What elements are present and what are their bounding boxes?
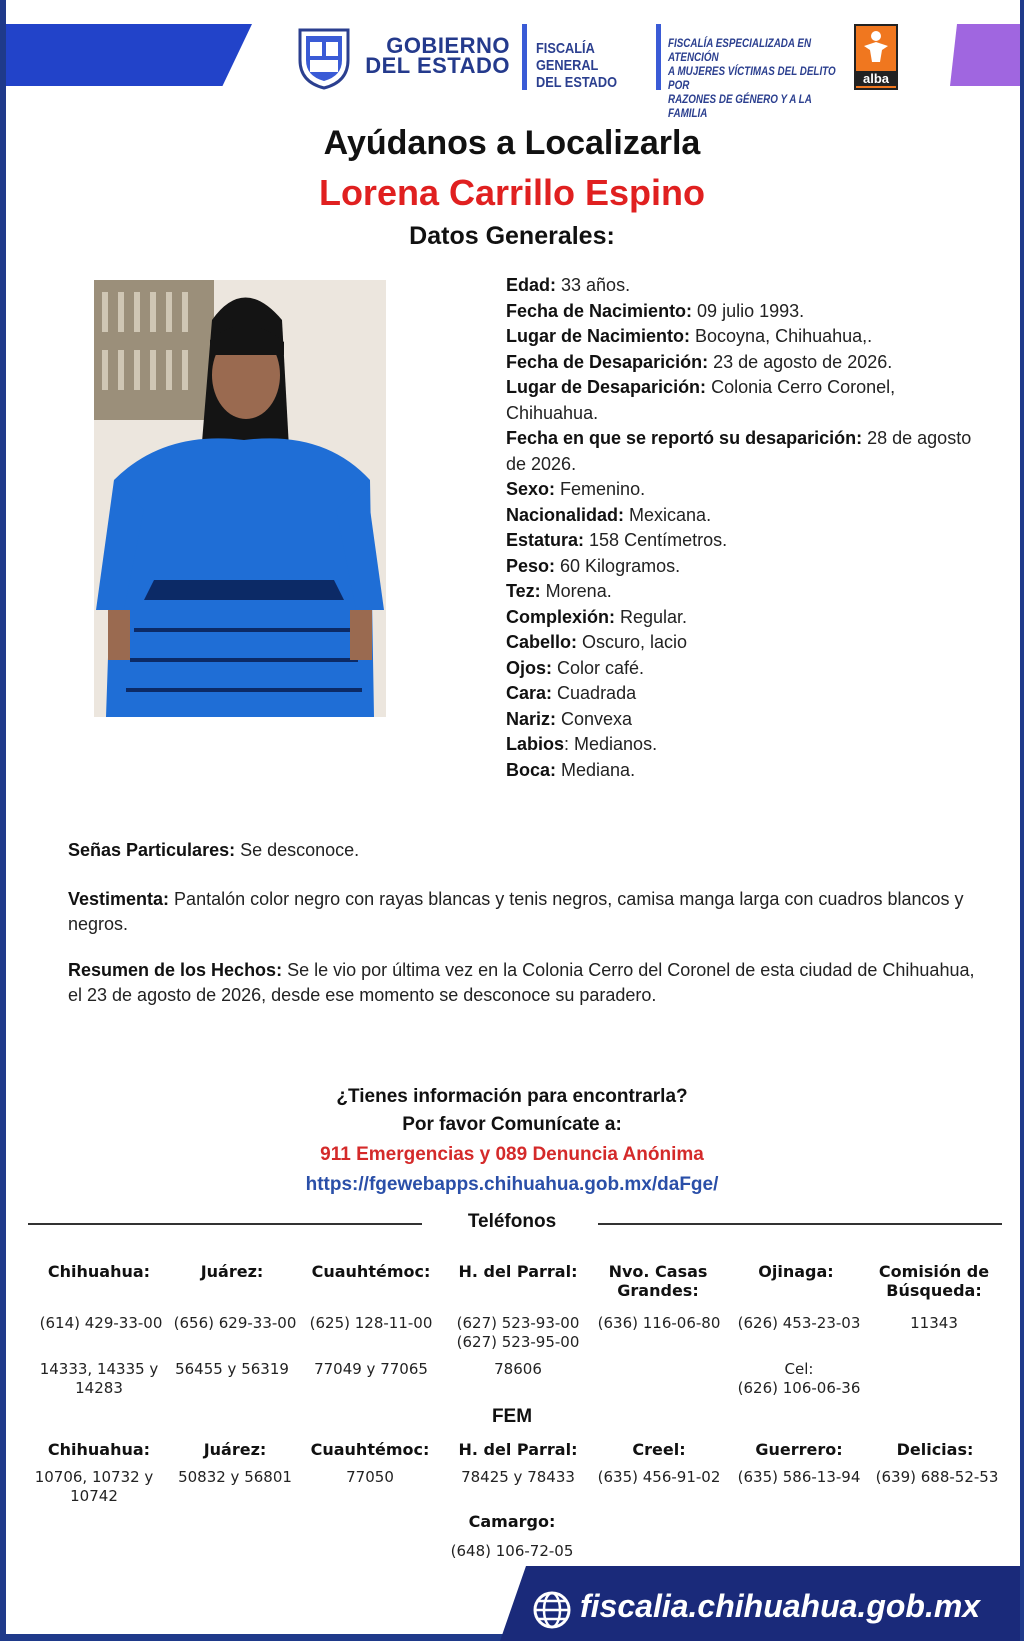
report-link[interactable]: https://fgewebapps.chihuahua.gob.mx/daFge/: [305, 1174, 719, 1195]
detail-label: Sexo:: [506, 479, 556, 499]
detail-value: 28 de agosto de 2026.: [506, 428, 972, 474]
details-list: [506, 273, 976, 783]
gov-line2: DEL ESTADO: [365, 53, 510, 78]
detail-value: Bocoyna, Chihuahua,.: [690, 326, 873, 346]
tel-phone: (627) 523-93-00 (627) 523-95-00: [456, 1314, 580, 1351]
detail-value: Colonia Cerro Coronel, Chihuahua.: [506, 377, 896, 423]
contact-question: ¿Tienes información para encontrarla?: [336, 1086, 688, 1107]
tel-header: H. del Parral:: [458, 1262, 578, 1281]
fem-header: Camargo:: [468, 1512, 556, 1531]
detail-label: Complexión:: [506, 606, 616, 627]
fiscalia-especializada-logo: [668, 36, 840, 120]
tel-ext: 77049 y 77065: [314, 1360, 428, 1378]
tel-phone: (636) 116-06-80: [597, 1314, 721, 1332]
detail-value: : Medianos.: [564, 734, 658, 754]
tel-phone: (656) 629-33-00: [173, 1314, 297, 1332]
tel-header: Chihuahua:: [47, 1262, 151, 1281]
detail-label: Fecha en que se reportó su desaparición:: [506, 428, 863, 448]
vestimenta: [68, 887, 988, 936]
fem-title: FEM: [491, 1406, 533, 1427]
detail-row: [506, 426, 976, 477]
tel-phone: (626) 453-23-03: [737, 1314, 861, 1332]
fem-header: H. del Parral:: [458, 1440, 578, 1459]
resumen-value: Se le vio por última vez en la Colonia Cerro del Coronel de esta ciudad de Chihuahua, el 23 de agosto de 2026, desde ese momento se desconoce su paradero.: [68, 960, 975, 1005]
detail-label: Nacionalidad:: [506, 504, 625, 525]
detail-label: Fecha de Nacimiento:: [506, 300, 693, 321]
fem-header: Delicias:: [896, 1440, 974, 1459]
fem-value: 77050: [346, 1468, 394, 1486]
emergency-numbers: 911 Emergencias y 089 Denuncia Anónima: [320, 1144, 704, 1165]
fem-header: Creel:: [632, 1440, 686, 1459]
detail-label: Boca:: [506, 759, 557, 780]
header-divider: [522, 24, 527, 90]
tel-header: Ojinaga:: [758, 1262, 834, 1281]
section-title: Datos Generales:: [409, 222, 615, 250]
detail-row: [506, 324, 976, 350]
fem-header: Chihuahua:: [47, 1440, 151, 1459]
vestimenta-label: Vestimenta:: [68, 889, 170, 909]
alba-figure-icon: [856, 26, 896, 68]
detail-label: Fecha de Desaparición:: [506, 351, 709, 372]
detail-row: [506, 528, 976, 554]
detail-label: Labios: [506, 734, 565, 754]
detail-row: [506, 630, 976, 656]
fem-value: 78425 y 78433: [461, 1468, 575, 1486]
detail-label: Lugar de Desaparición:: [506, 377, 707, 397]
detail-value: 33 años.: [556, 275, 631, 295]
state-seal-icon: [296, 24, 352, 90]
detail-label: Tez:: [506, 581, 541, 601]
senas-label: Señas Particulares:: [68, 840, 236, 860]
detail-label: Cara:: [506, 683, 553, 703]
gobierno-del-estado-logo: [364, 33, 510, 78]
detail-row: [506, 350, 976, 376]
header-divider: [656, 24, 661, 90]
tel-ext: 78606: [494, 1360, 542, 1378]
detail-row: [506, 273, 976, 299]
tel-ext: 56455 y 56319: [175, 1360, 289, 1378]
detail-value: Oscuro, lacio: [577, 632, 688, 652]
tel-header: Juárez:: [200, 1262, 264, 1281]
detail-row: [506, 758, 976, 784]
tel-ext: 14333, 14335 y 14283: [39, 1360, 159, 1397]
detail-value: 60 Kilogramos.: [555, 555, 681, 576]
detail-value: Mediana.: [556, 759, 636, 780]
detail-row: [506, 375, 976, 426]
tel-phone: (614) 429-33-00: [39, 1314, 163, 1332]
fem-header: Guerrero:: [755, 1440, 843, 1459]
fem-value: (648) 106-72-05: [450, 1542, 574, 1560]
detail-row: [506, 477, 976, 503]
detail-label: Lugar de Nacimiento:: [506, 326, 691, 346]
detail-label: Edad:: [506, 275, 557, 295]
senas-particulares: [68, 838, 988, 863]
fem-value: (635) 456-91-02: [597, 1468, 721, 1486]
detail-row: [506, 707, 976, 733]
footer-strip: [6, 1634, 506, 1641]
telefonos-title: Teléfonos: [467, 1211, 557, 1232]
divider-line: [598, 1223, 1002, 1225]
fem-line2: A MUJERES VÍCTIMAS DEL DELITO POR: [668, 64, 836, 92]
fem-line3: RAZONES DE GÉNERO Y A LA FAMILIA: [668, 92, 812, 120]
detail-label: Ojos:: [506, 657, 553, 678]
fem-header: Cuauhtémoc:: [310, 1440, 430, 1459]
detail-row: [506, 681, 976, 707]
detail-row: [506, 554, 976, 580]
tel-header: Nvo. Casas Grandes:: [608, 1262, 708, 1300]
person-name: Lorena Carrillo Espino: [318, 172, 706, 213]
resumen-hechos: [68, 958, 988, 1007]
header-blue-band: [6, 24, 252, 86]
fem-line1: FISCALÍA ESPECIALIZADA EN ATENCIÓN: [668, 36, 812, 64]
detail-value: Cuadrada: [552, 683, 637, 703]
gov-line1: GOBIERNO: [386, 33, 510, 58]
fem-value: (635) 586-13-94: [737, 1468, 861, 1486]
detail-label: Cabello:: [506, 632, 578, 652]
detail-row: [506, 656, 976, 682]
senas-value: Se desconoce.: [235, 840, 360, 860]
detail-value: Femenino.: [555, 479, 646, 499]
fem-value: 50832 y 56801: [178, 1468, 292, 1486]
tel-header: Comisión de Búsqueda:: [878, 1262, 990, 1300]
detail-value: 158 Centímetros.: [584, 530, 728, 550]
detail-value: 09 julio 1993.: [692, 300, 805, 321]
footer-website-link[interactable]: fiscalia.chihuahua.gob.mx: [580, 1588, 981, 1624]
header-purple-band: [950, 24, 1020, 86]
fem-value: (639) 688-52-53: [875, 1468, 999, 1486]
fge-line1: FISCALÍA GENERAL: [536, 40, 599, 74]
detail-row: [506, 299, 976, 325]
fiscalia-general-logo: [536, 40, 630, 91]
alba-logo: [854, 24, 898, 90]
detail-value: Morena.: [540, 581, 612, 601]
page-title: Ayúdanos a Localizarla: [323, 124, 701, 162]
detail-label: Peso:: [506, 555, 556, 576]
tel-phone: 11343: [910, 1314, 958, 1332]
globe-icon: [532, 1590, 572, 1630]
detail-label: Nariz:: [506, 708, 557, 729]
detail-row: [506, 503, 976, 529]
fem-header: Juárez:: [203, 1440, 267, 1459]
detail-value: Regular.: [615, 606, 688, 627]
tel-ext: Cel: (626) 106-06-36: [737, 1360, 861, 1397]
resumen-label: Resumen de los Hechos:: [68, 960, 283, 980]
detail-row: [506, 579, 976, 605]
fem-value: 10706, 10732 y 10742: [34, 1468, 154, 1505]
person-photo: [94, 280, 386, 717]
contact-please: Por favor Comunícate a:: [402, 1114, 622, 1135]
tel-header: Cuauhtémoc:: [311, 1262, 431, 1281]
detail-value: Convexa: [556, 708, 633, 729]
detail-value: 23 de agosto de 2026.: [708, 351, 893, 372]
fge-line2: DEL ESTADO: [536, 74, 618, 91]
alba-label: alba: [856, 71, 896, 86]
detail-value: Mexicana.: [624, 504, 712, 525]
vestimenta-value: Pantalón color negro con rayas blancas y tenis negros, camisa manga larga con cuadros blancos y negros.: [68, 889, 964, 934]
detail-row: [506, 732, 976, 758]
detail-label: Estatura:: [506, 530, 585, 550]
detail-row: [506, 605, 976, 631]
tel-phone: (625) 128-11-00: [309, 1314, 433, 1332]
detail-value: Color café.: [552, 657, 645, 678]
